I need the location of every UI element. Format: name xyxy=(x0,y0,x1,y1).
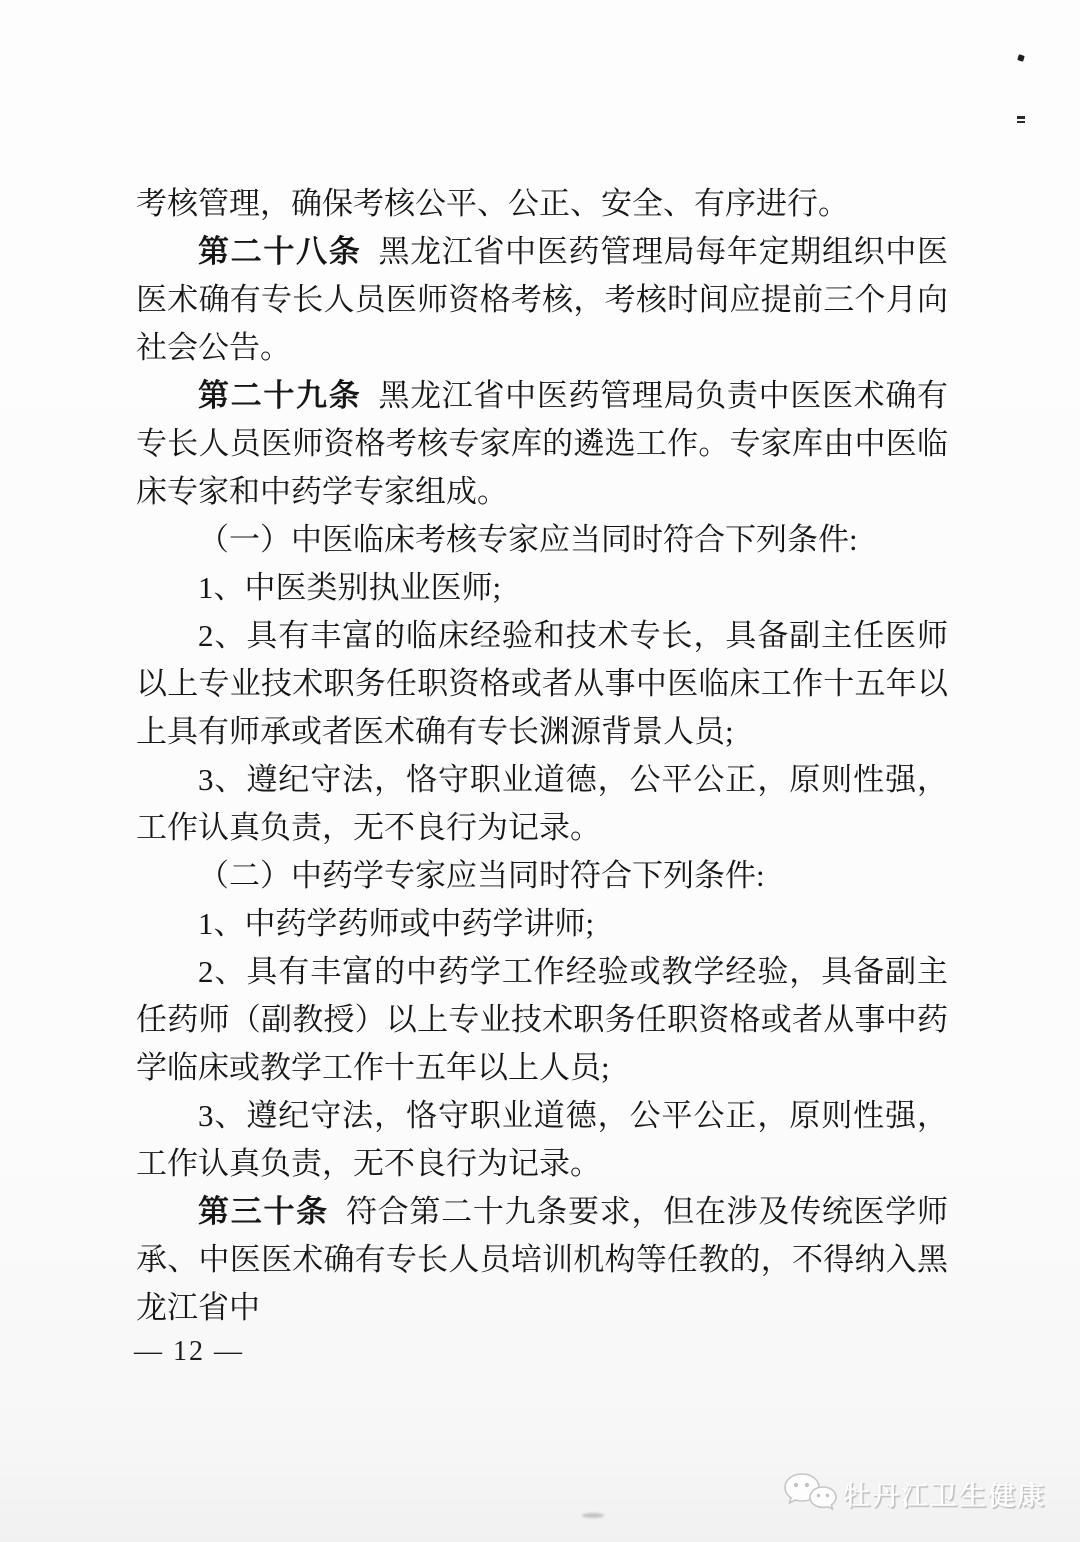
article-paragraph: 第二十八条 黑龙江省中医药管理局每年定期组织中医医术确有专长人员医师资格考核，考核时间应提前三个月向社会公告。 xyxy=(136,234,949,365)
ink-speck xyxy=(1017,116,1025,125)
article-paragraph: 第三十条 符合第二十九条要求，但在涉及传统医学师承、中医医术确有专长人员培训机构等任教的，不得纳入黑龙江省中 xyxy=(136,1194,949,1325)
article-number: 第三十条 xyxy=(198,1194,329,1229)
scan-smudge xyxy=(582,1513,604,1518)
wechat-icon xyxy=(782,1470,838,1516)
paragraph: 1、中药学药师或中药学讲师; xyxy=(198,906,595,941)
watermark-text: 牡丹江卫生健康 xyxy=(843,1480,1046,1511)
article-number: 第二十九条 xyxy=(198,378,362,413)
watermark xyxy=(782,1470,1046,1516)
article-number: 第二十八条 xyxy=(198,234,362,269)
ink-speck xyxy=(1017,54,1025,62)
paragraph: 1、中医类别执业医师; xyxy=(198,570,502,605)
paragraph: 2、具有丰富的中药学工作经验或教学经验，具备副主任药师（副教授）以上专业技术职务任职资格或者从事中药学临床或教学工作十五年以上人员; xyxy=(136,954,948,1085)
paragraph: 3、遵纪守法，恪守职业道德，公平公正，原则性强，工作认真负责，无不良行为记录。 xyxy=(136,762,948,845)
paragraph: 3、遵纪守法，恪守职业道德，公平公正，原则性强，工作认真负责，无不良行为记录。 xyxy=(136,1098,948,1181)
article-paragraph: 第二十九条 黑龙江省中医药管理局负责中医医术确有专长人员医师资格考核专家库的遴选工作。专家库由中医临床专家和中药学专家组成。 xyxy=(136,378,949,509)
paragraph: 考核管理，确保考核公平、公正、安全、有序进行。 xyxy=(136,186,849,221)
page-number: — 12 — xyxy=(134,1336,244,1367)
paragraph: （二）中药学专家应当同时符合下列条件: xyxy=(198,858,765,893)
paragraph: 2、具有丰富的临床经验和技术专长，具备副主任医师以上专业技术职务任职资格或者从事中医临床工作十五年以上具有师承或者医术确有专长渊源背景人员; xyxy=(136,618,948,749)
paragraph: （一）中医临床考核专家应当同时符合下列条件: xyxy=(198,522,858,557)
document-body xyxy=(136,180,948,1332)
